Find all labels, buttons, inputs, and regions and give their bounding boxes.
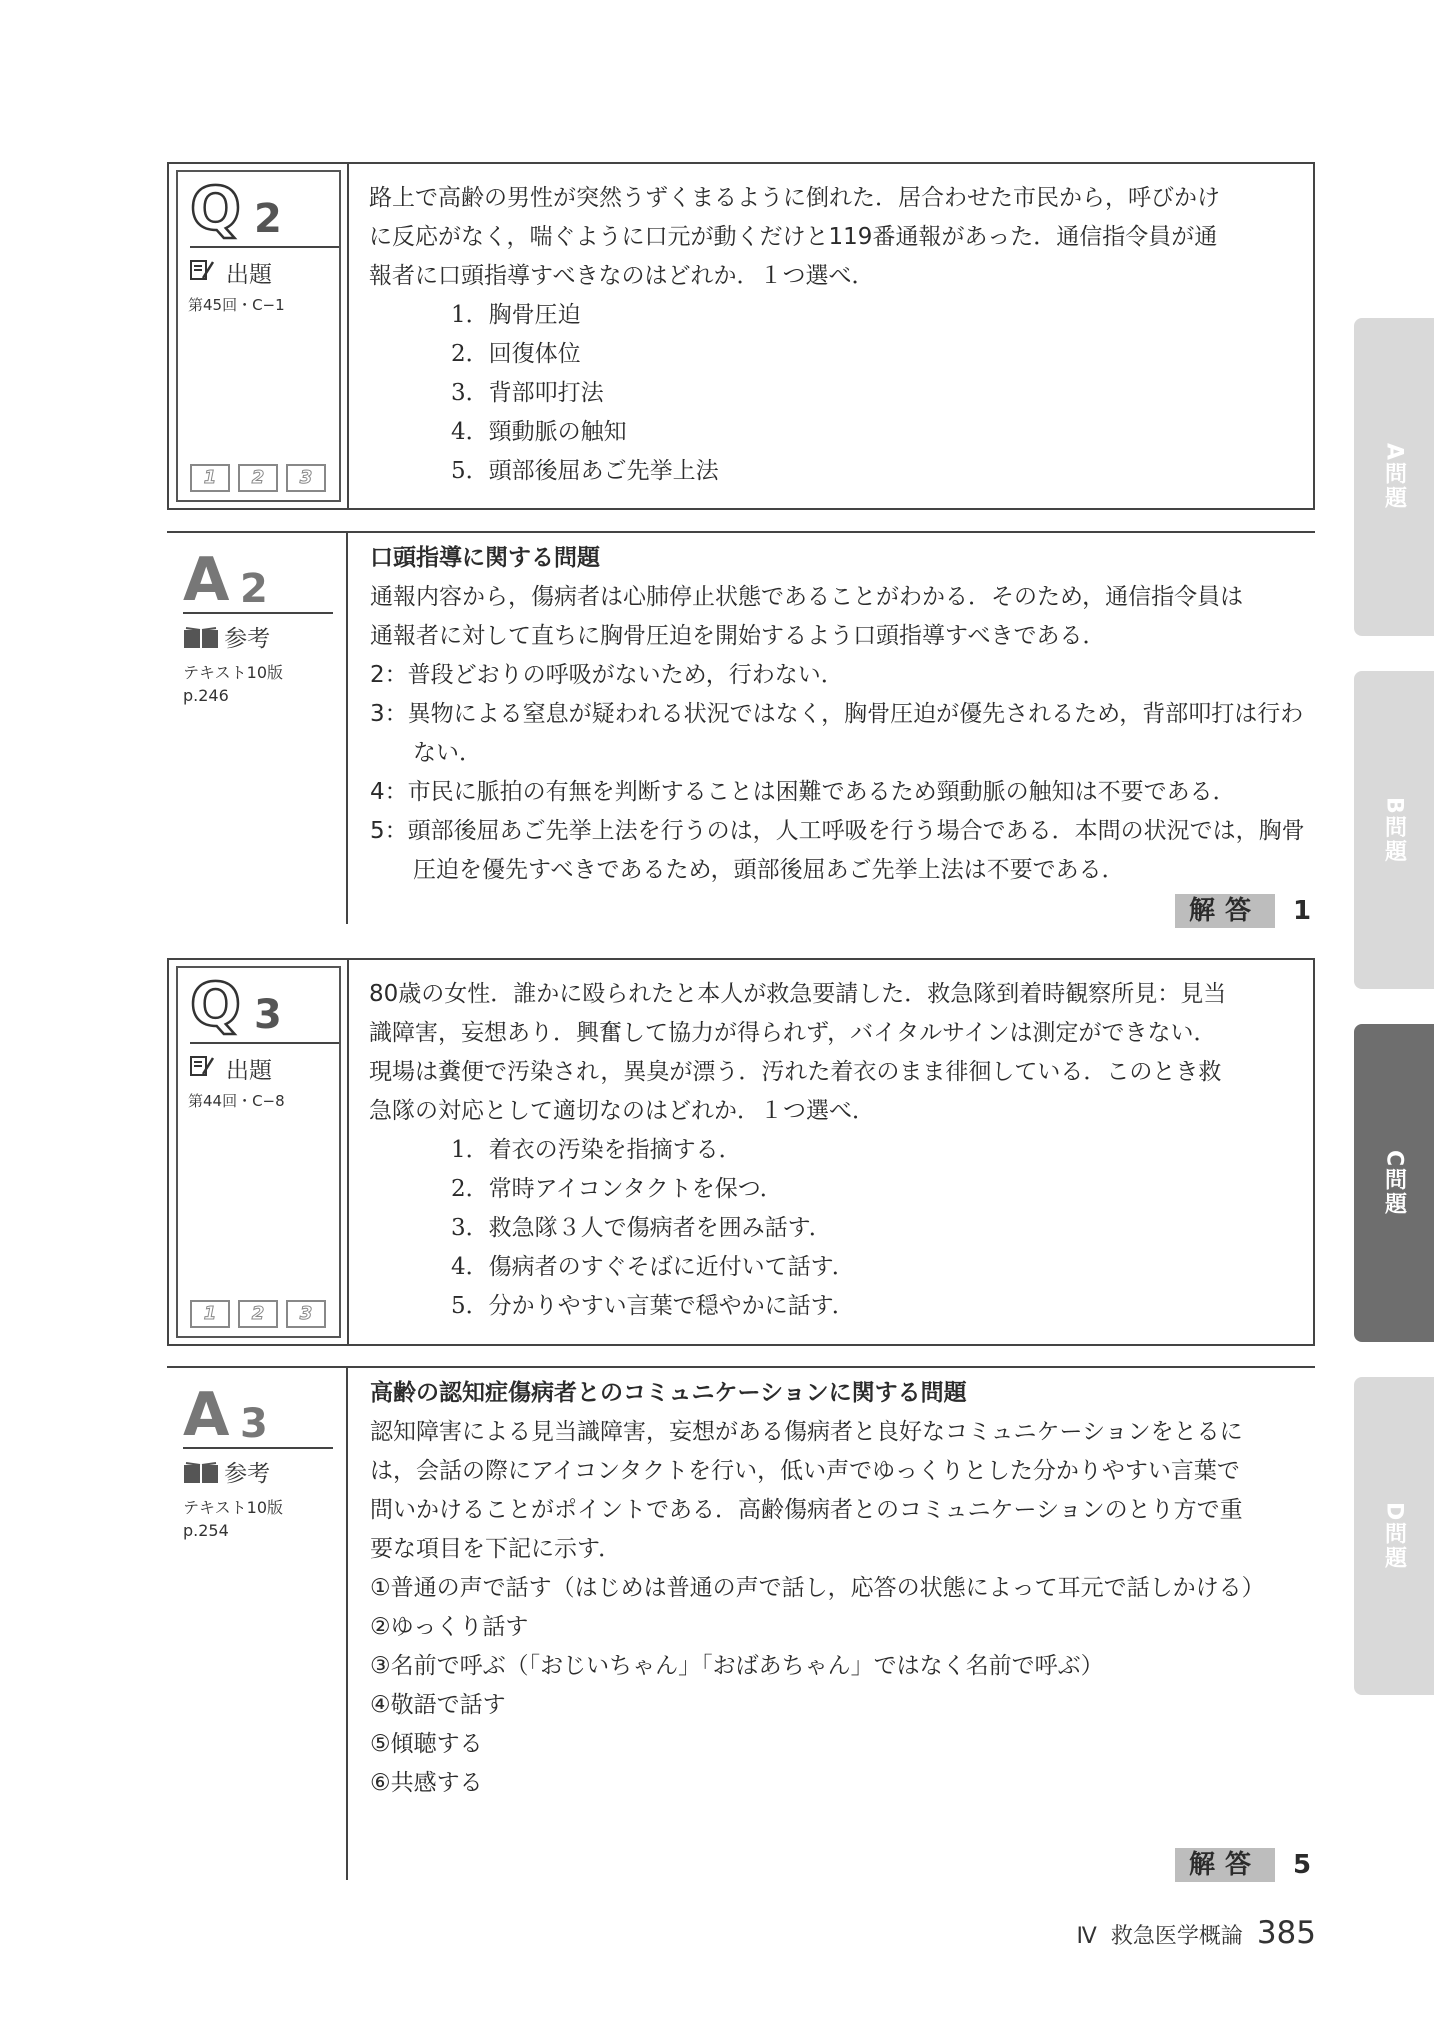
check-box[interactable]: 2 [238, 464, 278, 492]
answer-line: は，会話の際にアイコンタクトを行い，低い声でゆっくりとした分かりやすい言葉で [370, 1458, 1240, 1484]
question-line: 識障害，妄想あり．興奮して協力が得られず，バイタルサインは測定ができない． [369, 1020, 1217, 1046]
answer-value: 1 [1293, 896, 1312, 926]
answer-number: 3 [240, 1401, 268, 1447]
answer-line: 要な項目を下記に示す． [370, 1536, 622, 1562]
question-line: 報者に口頭指導すべきなのはどれか．１つ選べ． [369, 263, 875, 289]
tab-label: D問題 [1381, 1501, 1407, 1571]
divider [183, 612, 333, 614]
answer-text [370, 539, 1315, 890]
question-line: 80歳の女性．誰かに殴られたと本人が救急要請した．救急隊到着時観察所見：見当 [369, 981, 1227, 1007]
choice-list [369, 1131, 1295, 1326]
reference-text: テキスト10版 [183, 1498, 284, 1517]
question-text [369, 975, 1295, 1326]
choice-item[interactable]: 5．分かりやすい言葉で穏やかに話す． [451, 1293, 855, 1319]
page-number: 385 [1256, 1915, 1316, 1951]
check-boxes [190, 1300, 326, 1328]
reference-page: p.254 [183, 1521, 229, 1540]
answer-line: 通報者に対して直ちに胸骨圧迫を開始するよう口頭指導すべきである． [370, 623, 1106, 649]
page-footer [1077, 1915, 1317, 1951]
answer-item: 2：普段どおりの呼吸がないため，行わない． [370, 662, 844, 688]
answer-row [1175, 1848, 1311, 1882]
question-letter: Q [190, 970, 242, 1040]
choice-item[interactable]: 3．救急隊３人で傷病者を囲み話す． [451, 1215, 832, 1241]
tab-a-questions[interactable] [1354, 318, 1434, 636]
book-icon [183, 1462, 219, 1484]
source-label: 出題 [226, 1058, 272, 1084]
answer-item: 3：異物による窒息が疑われる状況ではなく，胸骨圧迫が優先されるため，背部叩打は行わない． [370, 701, 1304, 766]
answer-letter: A [183, 545, 230, 615]
tab-b-questions[interactable] [1354, 671, 1434, 989]
question-letter: Q [190, 174, 242, 244]
question-line: 現場は糞便で汚染され，異臭が漂う．汚れた着衣のまま徘徊している．このとき救 [369, 1059, 1222, 1085]
reference-label: 参考 [224, 1461, 271, 1487]
check-box[interactable]: 1 [190, 464, 230, 492]
source-ref: 第45回・C−1 [188, 296, 285, 314]
question-text [369, 179, 1295, 491]
answer-item: ⑤傾聴する [370, 1731, 483, 1757]
choice-item[interactable]: 2．回復体位 [451, 341, 581, 367]
answer-top-rule [167, 1366, 1315, 1368]
column-divider [347, 164, 349, 508]
answer-label: 解答 [1175, 1848, 1275, 1882]
question-line: 路上で高齢の男性が突然うずくまるように倒れた．居合わせた市民から，呼びかけ [369, 185, 1220, 211]
question-number: 3 [254, 992, 282, 1038]
divider [190, 246, 339, 248]
source-label: 出題 [226, 262, 272, 288]
tab-label: B問題 [1381, 796, 1407, 864]
check-box[interactable]: 3 [286, 464, 326, 492]
column-divider [347, 960, 349, 1344]
question-box-q2 [167, 162, 1315, 510]
answer-column-rule [346, 1366, 348, 1880]
chapter-numeral: Ⅳ [1076, 1924, 1097, 1949]
divider [183, 1447, 333, 1449]
choice-list [369, 296, 1295, 491]
note-icon [190, 1054, 214, 1078]
book-icon [183, 627, 219, 649]
choice-item[interactable]: 5．頭部後屈あご先挙上法 [451, 458, 719, 484]
answer-item: ⑥共感する [370, 1770, 483, 1796]
choice-item[interactable]: 3．背部叩打法 [451, 380, 604, 406]
question-line: 急隊の対応として適切なのはどれか．１つ選べ． [369, 1098, 875, 1124]
answer-row [1175, 894, 1311, 928]
answer-line: 問いかけることがポイントである．高齢傷病者とのコミュニケーションのとり方で重 [370, 1497, 1243, 1523]
question-sidebar [176, 966, 341, 1338]
answer-item: 5：頭部後屈あご先挙上法を行うのは，人工呼吸を行う場合である．本問の状況では，胸骨圧迫を優先すべきであるため，頭部後屈あご先挙上法は不要である． [370, 818, 1305, 883]
reference-block [183, 1455, 343, 1542]
answer-letter: A [183, 1380, 230, 1450]
answer-item: ③名前で呼ぶ（「おじいちゃん」「おばあちゃん」ではなく名前で呼ぶ） [370, 1653, 1104, 1679]
check-box[interactable]: 3 [286, 1300, 326, 1328]
question-number: 2 [254, 196, 282, 242]
answer-number: 2 [240, 566, 268, 612]
reference-label: 参考 [224, 626, 271, 652]
check-boxes [190, 464, 326, 492]
answer-line: 通報内容から，傷病者は心肺停止状態であることがわかる．そのため，通信指令員は [370, 584, 1244, 610]
answer-value: 5 [1293, 1850, 1312, 1880]
question-sidebar [176, 170, 341, 502]
answer-label: 解答 [1175, 894, 1275, 928]
answer-text [370, 1374, 1315, 1803]
tab-d-questions[interactable] [1354, 1377, 1434, 1695]
answer-item: ④敬語で話す [370, 1692, 506, 1718]
choice-item[interactable]: 1．着衣の汚染を指摘する． [451, 1137, 742, 1163]
answer-heading: 口頭指導に関する問題 [370, 545, 600, 571]
choice-item[interactable]: 4．頸動脈の触知 [451, 419, 627, 445]
answer-item: ①普通の声で話す（はじめは普通の声で話し，応答の状態によって耳元で話しかける） [370, 1575, 1265, 1601]
reference-block [183, 620, 343, 707]
source-ref: 第44回・C−8 [188, 1092, 285, 1110]
reference-text: テキスト10版 [183, 663, 284, 682]
answer-column-rule [346, 531, 348, 924]
choice-item[interactable]: 1．胸骨圧迫 [451, 302, 581, 328]
answer-item: 4：市民に脈拍の有無を判断することは困難であるため頸動脈の触知は不要である． [370, 779, 1236, 805]
answer-line: 認知障害による見当識障害，妄想がある傷病者と良好なコミュニケーションをとるに [370, 1419, 1243, 1445]
question-line: に反応がなく，喘ぐように口元が動くだけと119番通報があった．通信指令員が通 [369, 224, 1218, 250]
tab-label: C問題 [1381, 1149, 1407, 1217]
question-box-q3 [167, 958, 1315, 1346]
answer-item: ②ゆっくり話す [370, 1614, 529, 1640]
choice-item[interactable]: 2．常時アイコンタクトを保つ． [451, 1176, 783, 1202]
chapter-title: 救急医学概論 [1110, 1924, 1243, 1949]
reference-page: p.246 [183, 686, 229, 705]
check-box[interactable]: 1 [190, 1300, 230, 1328]
divider [190, 1042, 339, 1044]
check-box[interactable]: 2 [238, 1300, 278, 1328]
choice-item[interactable]: 4．傷病者のすぐそばに近付いて話す． [451, 1254, 855, 1280]
answer-heading: 高齢の認知症傷病者とのコミュニケーションに関する問題 [370, 1380, 967, 1406]
answer-top-rule [167, 531, 1315, 533]
note-icon [190, 258, 214, 282]
tab-label: A問題 [1381, 443, 1407, 511]
tab-c-questions[interactable] [1354, 1024, 1434, 1342]
